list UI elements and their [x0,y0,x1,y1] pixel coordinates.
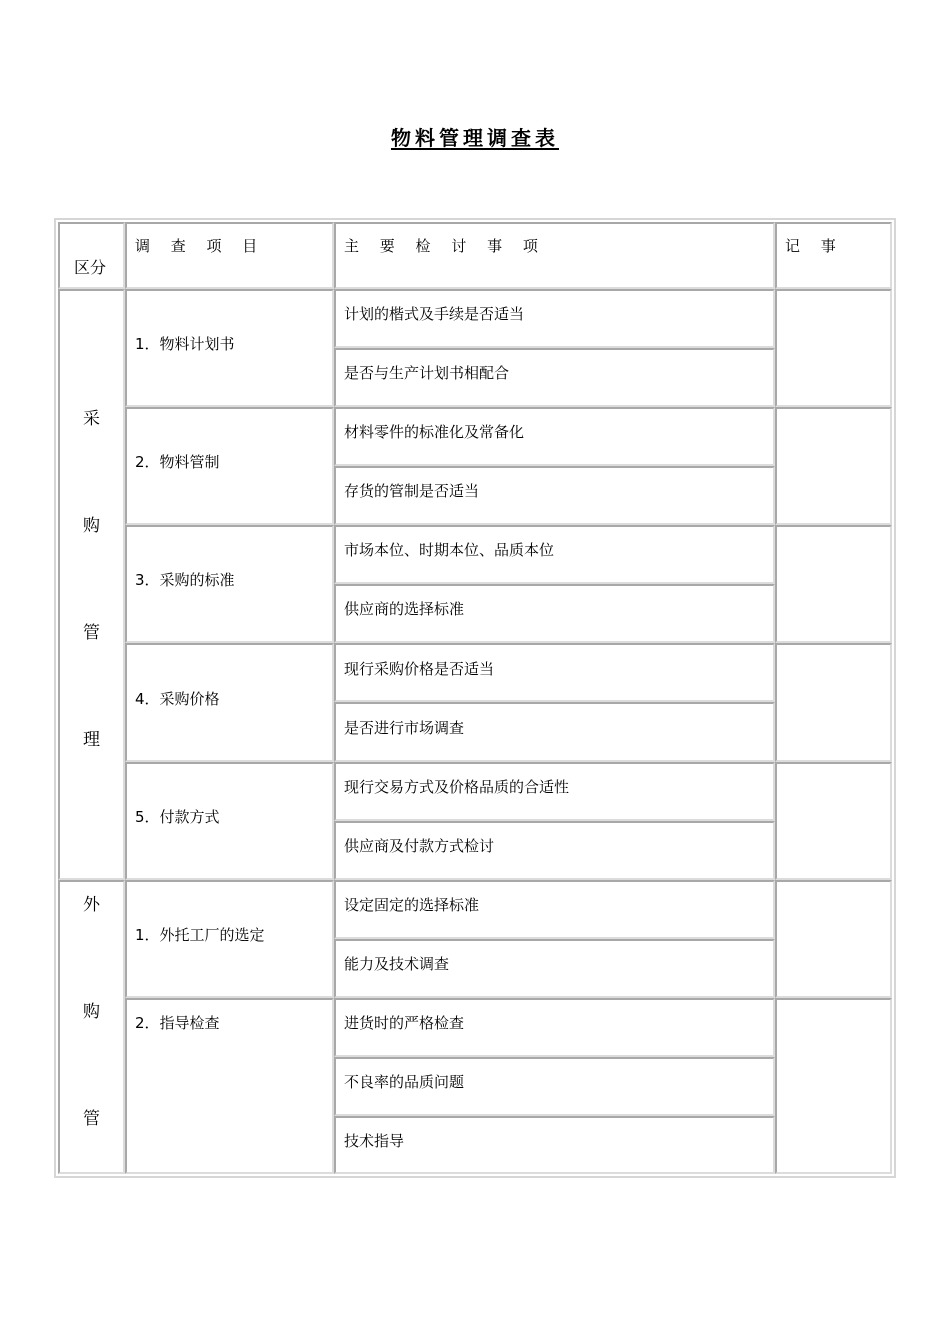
check-cell [334,821,775,880]
check-cell [334,348,775,407]
item-cell [125,289,334,407]
note-cell [775,643,892,762]
page-title: 物料管理调查表 [391,126,559,150]
note-cell [775,998,892,1174]
check-label: 是否进行市场调查 [344,719,465,737]
header-cell-note [775,222,892,289]
check-label: 不良率的品质问题 [344,1073,465,1091]
item-cell [125,998,334,1174]
item-label: 1．外托工厂的选定 [135,926,265,944]
item-label: 5．付款方式 [135,808,220,826]
category-char: 采 [83,409,100,429]
header-check-label: 主 要 检 讨 事 项 [344,237,546,255]
header-cell-category [58,222,125,289]
item-cell [125,880,334,998]
check-cell [334,1116,775,1174]
check-cell [334,643,775,702]
check-cell [334,998,775,1057]
note-cell [775,407,892,525]
check-label: 能力及技术调查 [344,955,450,973]
item-cell [125,762,334,880]
check-cell [334,762,775,821]
item-label: 2．物料管制 [135,453,220,471]
header-cell-check [334,222,775,289]
check-cell [334,466,775,525]
category-cell-purchasing [58,289,125,880]
note-cell [775,762,892,880]
category-char: 管 [83,623,100,643]
check-label: 供应商的选择标准 [344,600,465,618]
check-label: 计划的楷式及手续是否适当 [344,305,525,323]
check-label: 是否与生产计划书相配合 [344,364,510,382]
check-cell [334,407,775,466]
category-char: 管 [83,1109,100,1129]
category-cell-outsourcing [58,880,125,1174]
item-label: 1．物料计划书 [135,335,235,353]
note-cell [775,880,892,998]
header-note-label: 记 事 [785,237,844,255]
check-label: 技术指导 [344,1132,405,1150]
check-cell [334,880,775,939]
check-cell [334,1057,775,1116]
check-label: 现行采购价格是否适当 [344,660,495,678]
item-cell [125,407,334,525]
item-label: 2．指导检查 [135,1014,220,1032]
item-label: 3．采购的标准 [135,571,235,589]
check-label: 材料零件的标准化及常备化 [344,423,525,441]
note-cell [775,289,892,407]
check-label: 市场本位、时期本位、品质本位 [344,541,555,559]
check-cell [334,289,775,348]
category-char: 购 [83,1002,100,1022]
header-category-label: 区分 [74,258,107,277]
item-cell [125,643,334,762]
category-char: 理 [83,730,100,750]
check-label: 供应商及付款方式检讨 [344,837,495,855]
header-cell-item [125,222,334,289]
header-item-label: 调 查 项 目 [135,237,266,255]
check-label: 现行交易方式及价格品质的合适性 [344,778,570,796]
note-cell [775,525,892,643]
check-cell [334,939,775,998]
check-label: 进货时的严格检查 [344,1014,465,1032]
item-label: 4．采购价格 [135,690,220,708]
check-label: 设定固定的选择标准 [344,896,480,914]
category-char: 外 [83,895,100,915]
check-cell [334,525,775,584]
category-char: 购 [83,516,100,536]
check-cell [334,702,775,762]
check-label: 存货的管制是否适当 [344,482,480,500]
check-cell [334,584,775,643]
item-cell [125,525,334,643]
